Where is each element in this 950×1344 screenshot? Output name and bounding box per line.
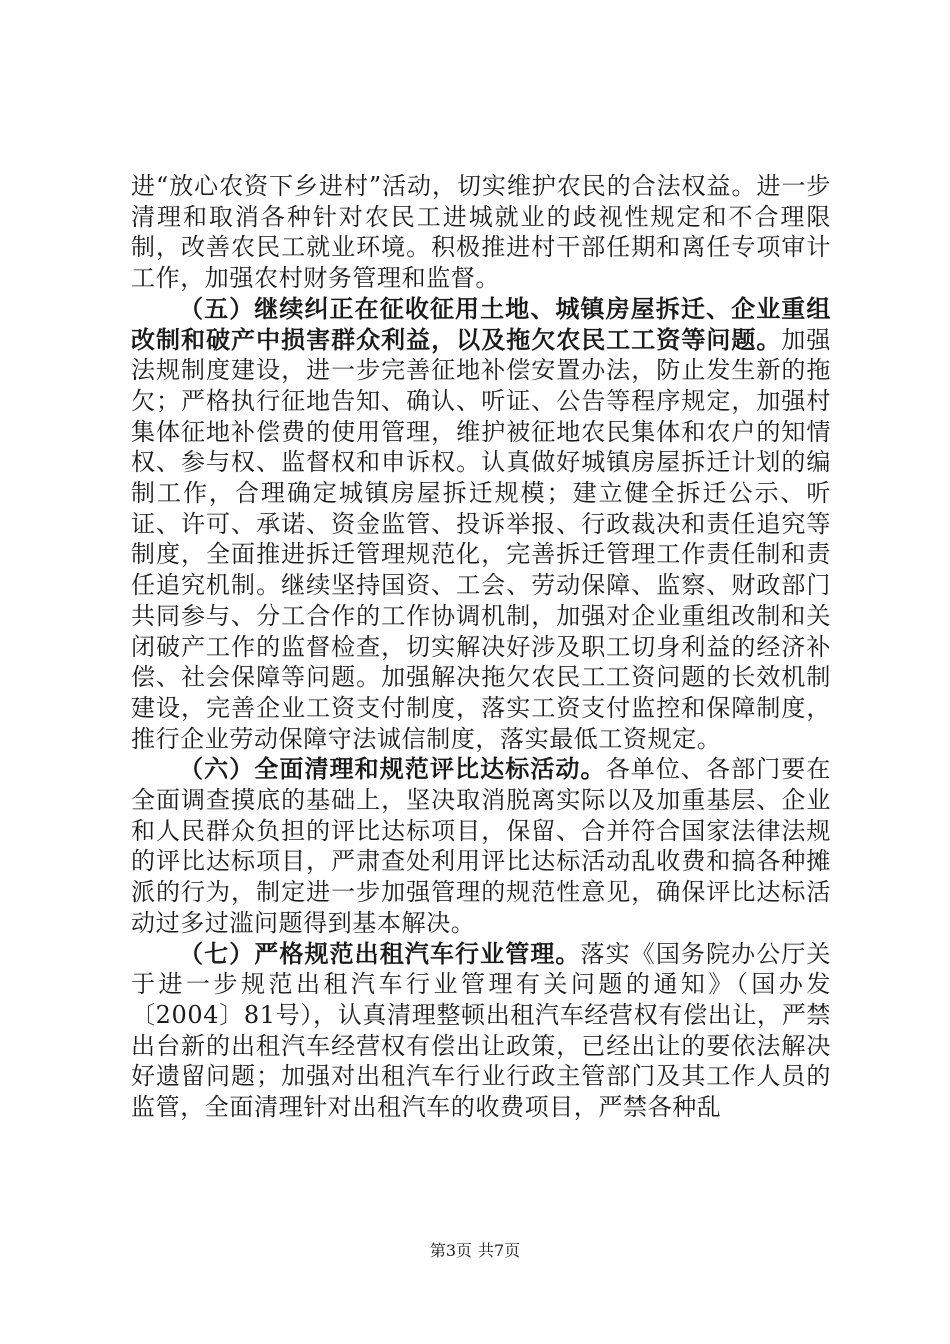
paragraph-text: 加强法规制度建设，进一步完善征地补偿安置办法，防止发生新的拖欠；严格执行征地告知、确认、听证、公告等程序规定，加强村集体征地补偿费的使用管理，维护被征地农民集体和农户的知情权、参与权、监督权和申诉权。认真做好城镇房屋拆迁计划的编制工作，合理确定城镇房屋拆迁规模；建立健全拆迁公示、听证、许可、承诺、资金监管、投诉举报、行政裁决和责任追究等制度，全面推进拆迁管理规范化，完善拆迁管理工作责任制和责任追究机制。继续坚持国资、工会、劳动保障、监察、财政部门共同参与、分工合作的工作协调机制，加强对企业重组改制和关闭破产工作的监督检查，切实解决好涉及职工切身利益的经济补偿、社会保障等问题。加强解决拖欠农民工工资问题的长效机制建设，完善企业工资支付制度，落实工资支付监控和保障制度，推行企业劳动保障守法诚信制度，落实最低工资规定。	[131, 325, 831, 753]
paragraph-3	[131, 754, 831, 938]
page-number: 第3页	[429, 1241, 472, 1260]
paragraph-text: 落实《国务院办公厅关于进一步规范出租汽车行业管理有关问题的通知》（国办发〔2004〕81号），认真清理整顿出租汽车经营权有偿出让，严禁出台新的出租汽车经营权有偿出让政策，已经出让的要依法解决好遗留问题；加强对出租汽车行业行政主管部门及其工作人员的监管，全面清理针对出租汽车的收费项目，严禁各种乱	[131, 939, 831, 1122]
paragraph-2	[131, 294, 831, 755]
section-heading-6: （六）全面清理和规范评比达标活动。	[179, 754, 606, 784]
paragraph-1	[131, 171, 831, 294]
page-footer	[0, 1241, 950, 1261]
paragraph-4	[131, 939, 831, 1123]
document-body	[131, 171, 831, 1123]
paragraph-text: 各单位、各部门要在全面调查摸底的基础上，坚决取消脱离实际以及加重基层、企业和人民群众负担的评比达标项目，保留、合并符合国家法律法规的评比达标项目，严肃查处利用评比达标活动乱收费和搞各种摊派的行为，制定进一步加强管理的规范性意见，确保评比达标活动过多过滥问题得到基本解决。	[131, 755, 831, 937]
page-total: 共7页	[478, 1241, 521, 1260]
paragraph-text: 进“放心农资下乡进村”活动，切实维护农民的合法权益。进一步清理和取消各种针对农民工进城就业的歧视性规定和不合理限制，改善农民工就业环境。积极推进村干部任期和离任专项审计工作，加强农村财务管理和监督。	[131, 172, 831, 293]
section-heading-5: （五）继续纠正在征收征用土地、城镇房屋拆迁、企业重组改制和破产中损害群众利益，以及拖欠农民工工资等问题。	[131, 293, 831, 354]
section-heading-7: （七）严格规范出租汽车行业管理。	[179, 938, 581, 968]
